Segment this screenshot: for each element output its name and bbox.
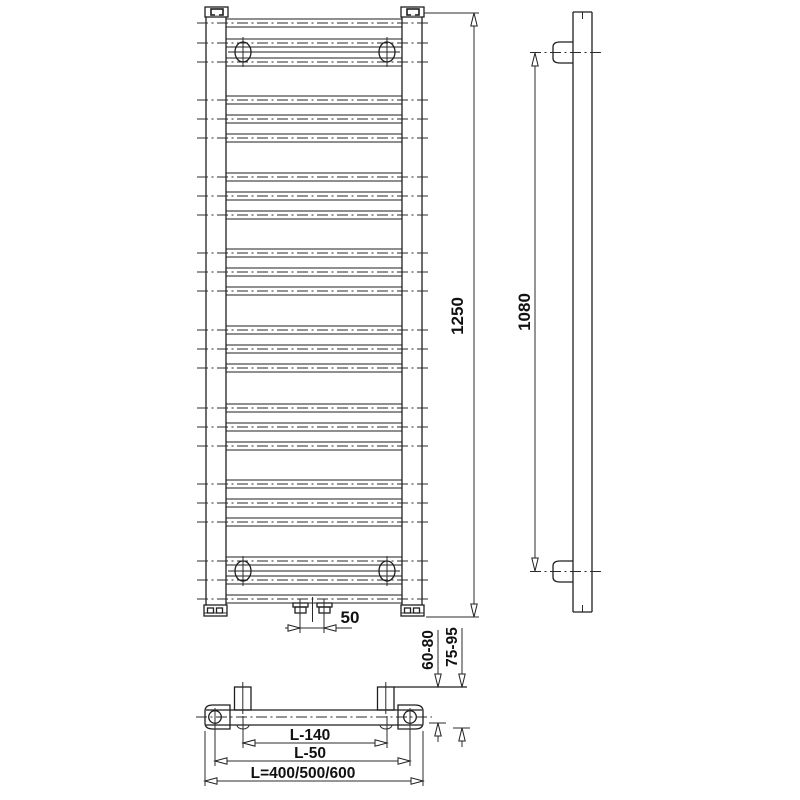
dim-label-overall-height: 1250 [448, 297, 467, 335]
front-view [197, 7, 431, 622]
bottom-view [196, 682, 467, 729]
dim-label-tapping-spacing: L-50 [294, 745, 326, 762]
dim-label-wall-to-axis: 60-80 [420, 630, 437, 670]
dim-overall-height [424, 13, 479, 617]
dim-label-overall-width: L=400/500/600 [250, 765, 356, 782]
dim-label-wall-to-front: 75-95 [444, 627, 461, 667]
mounting-bracket-row-bottom [228, 556, 400, 586]
rung-set [197, 19, 431, 603]
mounting-bracket-row-top [228, 37, 400, 67]
wall-bracket-riser-right [378, 682, 395, 729]
top-cap-right [401, 7, 424, 17]
bottom-view-bar [196, 710, 432, 725]
bottom-cap-left [204, 605, 227, 616]
left-collector-tube [206, 17, 226, 605]
dim-bracket-spacing [243, 716, 387, 748]
bottom-connection-left [293, 599, 308, 616]
dim-connection-spacing [285, 608, 359, 633]
side-tube [573, 12, 592, 612]
dim-label-bracket-spacing: L-140 [289, 727, 331, 744]
dim-label-connection-spacing: 50 [340, 608, 360, 627]
dim-label-bracket-height: 1080 [515, 293, 534, 331]
side-view [530, 12, 603, 612]
dim-wall-to-axis [420, 630, 446, 742]
top-cap-left [205, 7, 228, 17]
bottom-connection-right [317, 599, 332, 616]
bottom-cap-right [401, 605, 424, 616]
dim-bracket-height [515, 53, 538, 571]
right-collector-tube [402, 17, 422, 605]
